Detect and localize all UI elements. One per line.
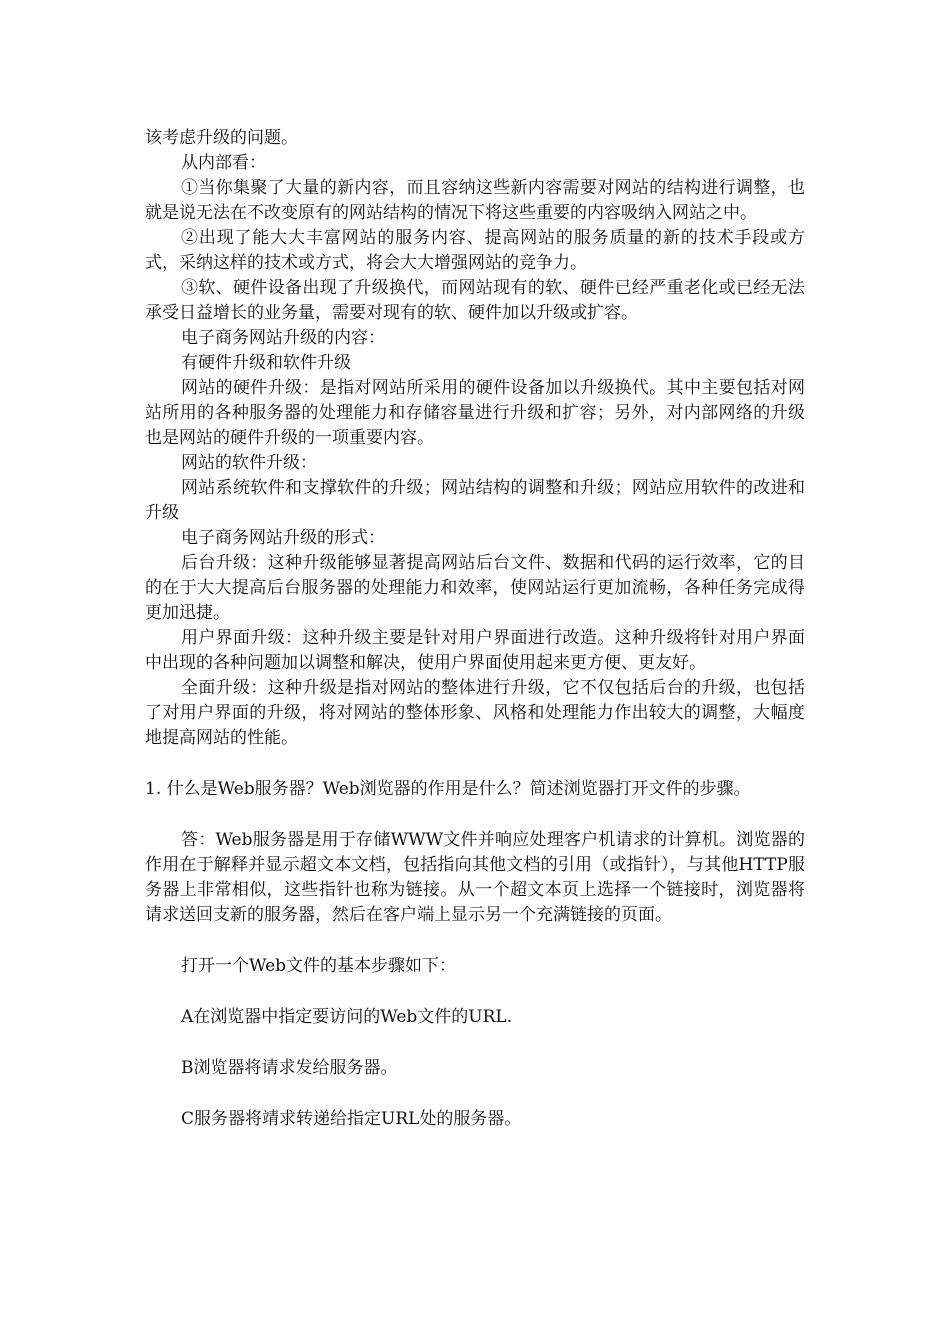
paragraph: 网站的硬件升级：是指对网站所采用的硬件设备加以升级换代。其中主要包括对网站所用的各种服务器的处理能力和存储容量进行升级和扩容；另外，对内部网络的升级也是网站的硬件升级的一项重要内容。 [145, 378, 805, 448]
section-heading: 从内部看： [181, 153, 266, 173]
question: 1. 什么是Web服务器？Web浏览器的作用是什么？简述浏览器打开文件的步骤。 [145, 779, 751, 799]
section-heading: 电子商务网站升级的内容： [181, 328, 385, 348]
paragraph: 后台升级：这种升级能够显著提高网站后台文件、数据和代码的运行效率，它的目的在于大大提高后台服务器的处理能力和效率，使网站运行更加流畅，各种任务完成得更加迅捷。 [145, 553, 805, 623]
steps-intro: 打开一个Web文件的基本步骤如下： [181, 956, 457, 976]
step-item: C服务器将靖求转递给指定URL处的服务器。 [181, 1109, 522, 1129]
answer: 答：Web服务器是用于存储WWW文件并响应处理客户机请求的计算机。浏览器的作用在于解释并显示超文本文档，包括指向其他文档的引用（或指针），与其他HTTP服务器上非常相似，这些指针也称为链接。从一个超文本页上选择一个链接时，浏览器将请求送回支新的服务器，然后在客户端上显示另一个充满链接的页面。 [145, 830, 805, 925]
step-item: A在浏览器中指定要访问的Web文件的URL. [181, 1007, 513, 1027]
paragraph: 网站系统软件和支撑软件的升级；网站结构的调整和升级；网站应用软件的改进和升级 [145, 478, 805, 523]
paragraph: ②出现了能大大丰富网站的服务内容、提高网站的服务质量的新的技术手段或方式，采纳这样的技术或方式，将会大大增强网站的竞争力。 [145, 228, 805, 273]
paragraph: 该考虑升级的问题。 [145, 128, 298, 148]
step-item: B浏览器将请求发给服务器。 [181, 1058, 398, 1078]
section-heading: 电子商务网站升级的形式： [181, 528, 385, 548]
paragraph: 全面升级：这种升级是指对网站的整体进行升级，它不仅包括后台的升级，也包括了对用户界面的升级，将对网站的整体形象、风格和处理能力作出较大的调整，大幅度地提高网站的性能。 [145, 678, 805, 748]
document-page [145, 126, 805, 1132]
paragraph: 用户界面升级：这种升级主要是针对用户界面进行改造。这种升级将针对用户界面中出现的各种问题加以调整和解决，使用户界面使用起来更方便、更友好。 [145, 628, 805, 673]
paragraph: ③软、硬件设备出现了升级换代，而网站现有的软、硬件已经严重老化或已经无法承受日益增长的业务量，需要对现有的软、硬件加以升级或扩容。 [145, 278, 805, 323]
paragraph: 有硬件升级和软件升级 [181, 353, 351, 373]
section-heading: 网站的软件升级： [181, 453, 317, 473]
paragraph: ①当你集聚了大量的新内容，而且容纳这些新内容需要对网站的结构进行调整，也就是说无法在不改变原有的网站结构的情况下将这些重要的内容吸纳入网站之中。 [145, 178, 805, 223]
